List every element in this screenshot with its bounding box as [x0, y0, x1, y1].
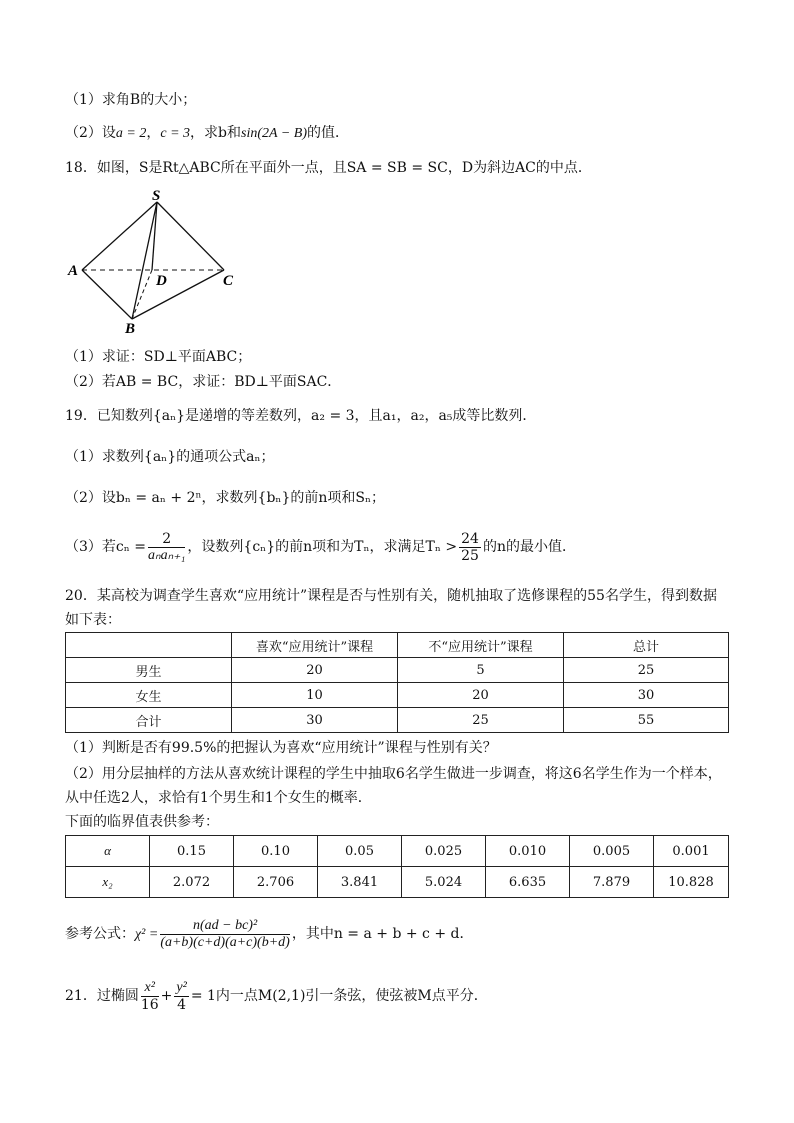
survey-table — [65, 632, 729, 733]
label-S: S — [152, 188, 161, 204]
q19-part3-mid: ，设数列{cₙ}的前n项和为Tₙ，求满足Tₙ > — [187, 539, 458, 555]
formula-lhs: χ² = — [135, 927, 159, 942]
fraction-numerator: x² — [141, 980, 159, 997]
q21-stem — [65, 976, 488, 1016]
formula-post: ，其中n = a + b + c + d． — [291, 926, 474, 942]
table-cell: 0.025 — [402, 836, 486, 867]
table-cell: 0.10 — [234, 836, 318, 867]
q19-part3-pre: （3）若cₙ = — [65, 539, 146, 555]
table-cell: 5.024 — [402, 867, 486, 898]
table-cell: 合计 — [66, 708, 232, 733]
header-cell: 喜欢“应用统计”课程 — [232, 633, 398, 658]
critical-value-table — [65, 835, 729, 898]
table-row — [66, 836, 729, 867]
header-cell: 不“应用统计”课程 — [398, 633, 564, 658]
q18-part2: （2）若AB = BC，求证：BD⊥平面SAC． — [65, 374, 342, 390]
table-cell: 30 — [232, 708, 398, 733]
q17-sin-expr: sin(2A − B) — [241, 126, 307, 141]
fraction-denominator: 25 — [461, 547, 479, 564]
table-row — [66, 708, 729, 733]
table-row — [66, 683, 729, 708]
table-cell: 3.841 — [318, 867, 402, 898]
label-B: B — [125, 321, 136, 335]
formula-label: 参考公式： — [65, 926, 135, 942]
table-cell: α — [66, 836, 150, 867]
q20-part2-line1: （2）用分层抽样的方法从喜欢统计课程的学生中抽取6名学生做进一步调查，将这6名学生作为一个样本， — [65, 766, 722, 782]
table-cell: 7.879 — [570, 867, 654, 898]
fraction-numerator: 2 — [148, 531, 185, 548]
q21-post: = 1内一点M(2,1)引一条弦，使弦被M点平分． — [190, 988, 488, 1004]
fraction-denominator: 4 — [177, 996, 187, 1013]
critical-table-intro: 下面的临界值表供参考： — [65, 814, 219, 830]
q19-part1: （1）求数列{aₙ}的通项公式aₙ； — [65, 449, 275, 465]
ellipse-y-fraction — [174, 980, 188, 1013]
table-header-row — [66, 633, 729, 658]
table-cell: 0.15 — [150, 836, 234, 867]
fraction-denominator: 16 — [140, 996, 159, 1013]
table-cell: 0.010 — [486, 836, 570, 867]
table-cell: 0.05 — [318, 836, 402, 867]
reference-formula — [65, 914, 473, 955]
ellipse-x-fraction — [141, 980, 159, 1013]
q18-part1: （1）求证：SD⊥平面ABC； — [65, 349, 252, 365]
pyramid-figure — [62, 185, 242, 335]
table-cell: 男生 — [66, 658, 232, 683]
q18-stem: 18．如图，S是Rt△ABC所在平面外一点，且SA = SB = SC，D为斜边AC的中点． — [65, 160, 592, 176]
table-cell: 25 — [398, 708, 564, 733]
q17-part1: （1）求角B的大小； — [65, 92, 197, 108]
table-cell: 2.072 — [150, 867, 234, 898]
bound-fraction — [459, 531, 481, 564]
q20-part2-line2: 从中任选2人，求恰有1个男生和1个女生的概率． — [65, 790, 372, 806]
fraction-denominator: (a+b)(c+d)(a+c)(b+d) — [160, 934, 290, 950]
q17-a-value: a = 2 — [115, 126, 147, 141]
q17-part2: （2）设a = 2，c = 3，求b和sin(2A − B)的值． — [65, 125, 349, 141]
q19-part3-post: 的n的最小值． — [482, 539, 576, 555]
header-cell: 总计 — [564, 633, 729, 658]
plus-sign: + — [160, 988, 173, 1004]
q20-stem-line1: 20．某高校为调查学生喜欢“应用统计”课程是否与性别有关，随机抽取了选修课程的55名学生，得到数据 — [65, 588, 717, 604]
table-cell: x₂ — [66, 867, 150, 898]
table-cell: 5 — [398, 658, 564, 683]
table-cell: 55 — [564, 708, 729, 733]
label-D: D — [156, 273, 167, 289]
table-cell: 10 — [232, 683, 398, 708]
header-cell — [66, 633, 232, 658]
q17-c-value: c = 3 — [160, 126, 191, 141]
table-cell: 20 — [398, 683, 564, 708]
c-n-fraction — [148, 531, 185, 564]
label-A: A — [68, 263, 79, 279]
fraction-numerator: n(ad − bc)² — [160, 918, 290, 935]
q17-part2-mid: ，求b和 — [190, 125, 242, 141]
table-row — [66, 658, 729, 683]
q17-part2-post: 的值． — [306, 125, 349, 141]
table-cell: 女生 — [66, 683, 232, 708]
table-cell: 6.635 — [486, 867, 570, 898]
chi-square-fraction — [160, 918, 290, 951]
table-cell: 0.001 — [654, 836, 729, 867]
q19-part3 — [65, 528, 576, 566]
table-cell: 25 — [564, 658, 729, 683]
table-row — [66, 867, 729, 898]
q20-part1: （1）判断是否有99.5%的把握认为喜欢“应用统计”课程与性别有关？ — [65, 740, 497, 756]
q20-stem-line2: 如下表： — [65, 612, 121, 628]
table-cell: 2.706 — [234, 867, 318, 898]
table-cell: 0.005 — [570, 836, 654, 867]
q19-stem: 19．已知数列{aₙ}是递增的等差数列，a₂ = 3，且a₁，a₂，a₅成等比数列． — [65, 408, 537, 424]
q21-pre: 21．过椭圆 — [65, 988, 139, 1004]
fraction-numerator: 24 — [461, 530, 479, 547]
table-cell: 10.828 — [654, 867, 729, 898]
table-cell: 20 — [232, 658, 398, 683]
fraction-denominator: aₙaₙ₊₁ — [148, 547, 186, 563]
fraction-numerator: y² — [176, 979, 187, 995]
table-cell: 30 — [564, 683, 729, 708]
label-C: C — [223, 273, 234, 289]
q17-part2-pre: （2）设 — [65, 125, 116, 141]
q19-part2: （2）设bₙ = aₙ + 2ⁿ，求数列{bₙ}的前n项和Sₙ； — [65, 490, 386, 506]
